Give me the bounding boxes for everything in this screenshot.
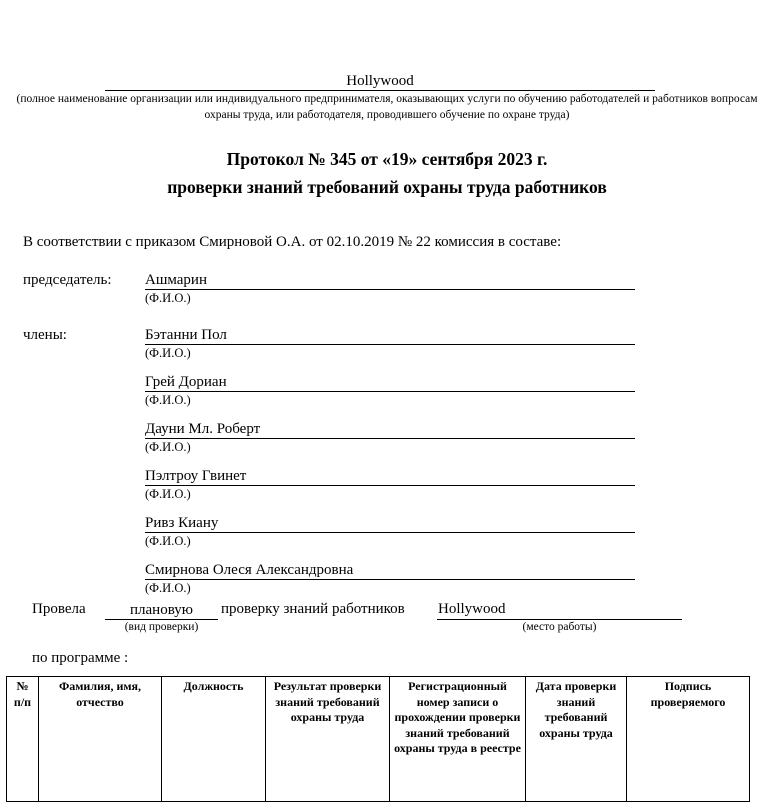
member-underline [145, 344, 635, 345]
workplace-underline [437, 619, 682, 620]
column-header-full-name: Фамилия, имя, отчество [39, 677, 162, 802]
member-name: Ривз Киану [145, 515, 219, 531]
fio-caption: (Ф.И.О.) [145, 346, 191, 360]
workplace-caption: (место работы) [522, 621, 597, 633]
chairman-label: председатель: [23, 272, 112, 288]
member-name: Пэлтроу Гвинет [145, 468, 247, 484]
chairman-underline [145, 289, 635, 290]
conducted-label: Провела [32, 601, 86, 617]
column-header-position: Должность [162, 677, 266, 802]
check-type: плановую [130, 602, 193, 618]
member-underline [145, 438, 635, 439]
column-header-signature: Подпись проверяемого [627, 677, 750, 802]
member-underline [145, 391, 635, 392]
member-name: Грей Дориан [145, 374, 227, 390]
fio-caption: (Ф.И.О.) [145, 393, 191, 407]
column-header-check-date: Дата проверки знаний требований охраны труда [526, 677, 627, 802]
member-underline [145, 532, 635, 533]
check-type-underline [105, 619, 218, 620]
fio-caption: (Ф.И.О.) [145, 534, 191, 548]
organization-name: Hollywood [346, 73, 414, 89]
member-name: Дауни Мл. Роберт [145, 421, 261, 437]
organization-underline [105, 90, 655, 91]
workplace-name: Hollywood [438, 601, 506, 617]
member-underline [145, 485, 635, 486]
column-header-result: Результат проверки знаний требований охраны труда [266, 677, 390, 802]
members-label: члены: [23, 327, 67, 343]
member-name: Бэтанни Пол [145, 327, 227, 343]
column-header-registry-number: Регистрационный номер записи о прохождении проверки знаний требований охраны труда в реестре [390, 677, 526, 802]
fio-caption: (Ф.И.О.) [145, 291, 191, 305]
check-type-caption: (вид проверки) [124, 621, 199, 633]
protocol-title: Протокол № 345 от «19» сентября 2023 г. [226, 149, 548, 169]
fio-caption: (Ф.И.О.) [145, 440, 191, 454]
fio-caption: (Ф.И.О.) [145, 581, 191, 595]
member-underline [145, 579, 635, 580]
fio-caption: (Ф.И.О.) [145, 487, 191, 501]
intro-text: В соответствии с приказом Смирновой О.А. от 02.10.2019 № 22 комиссия в составе: [23, 234, 562, 250]
check-middle-text: проверку знаний работников [221, 601, 405, 617]
member-name: Смирнова Олеся Александровна [145, 562, 354, 578]
protocol-subtitle: проверки знаний требований охраны труда работников [167, 177, 607, 197]
chairman-name: Ашмарин [145, 272, 207, 288]
results-table [6, 676, 750, 802]
table-header-row [7, 677, 750, 802]
program-label: по программе : [32, 650, 129, 666]
organization-caption: (полное наименование организации или индивидуального предпринимателя, оказывающих услуги по обучению работодателей и работников вопросам охраны труда, или работодателя, проводившего обучение по охране труда) [16, 93, 758, 121]
column-header-number: № п/п [7, 677, 39, 802]
